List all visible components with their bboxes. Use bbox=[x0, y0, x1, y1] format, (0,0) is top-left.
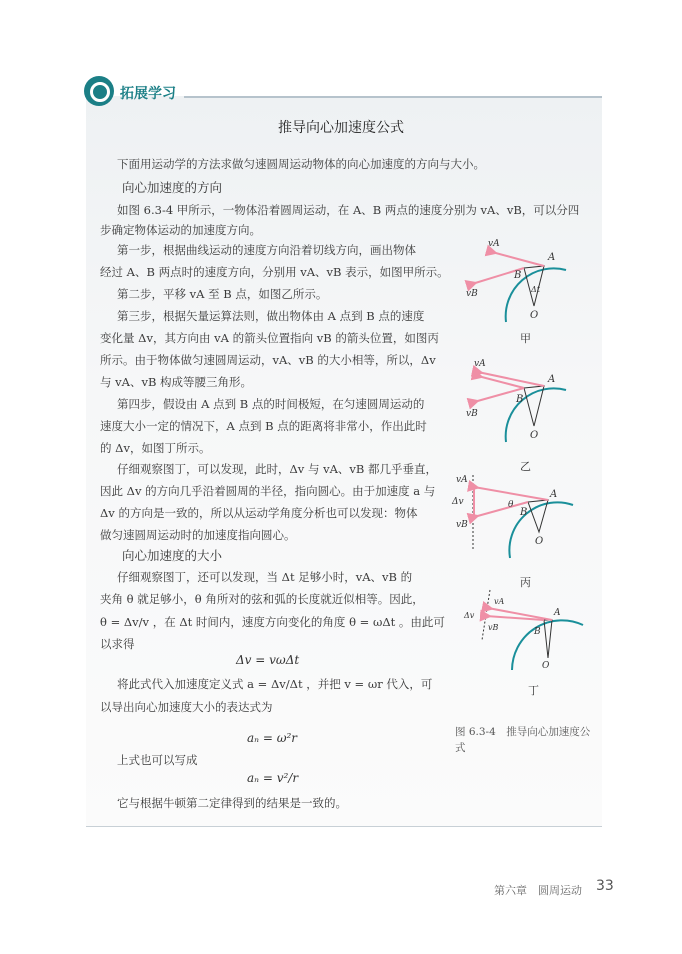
figure-jia bbox=[466, 239, 566, 322]
svg-text:B: B bbox=[514, 270, 522, 281]
figure-yi bbox=[466, 359, 566, 442]
text-line: 夹角 θ 就足够小，θ 角所对的弦和弧的长度就近似相等。因此， bbox=[100, 592, 424, 606]
svg-text:θ: θ bbox=[508, 500, 514, 510]
page-number: 33 bbox=[596, 878, 614, 894]
text-line: 如图 6.3-4 甲所示，一物体沿着圆周运动，在 A、B 两点的速度分别为 vA、vB，可以分四 bbox=[117, 203, 580, 217]
text-line: Δv 的方向是一致的，所以从运动学角度分析也可以发现：物体 bbox=[100, 506, 418, 520]
text-line: 的 Δv，如图丁所示。 bbox=[100, 441, 211, 455]
svg-text:vA: vA bbox=[494, 597, 505, 606]
text-line: 仔细观察图丁，还可以发现，当 Δt 足够小时，vA、vB 的 bbox=[117, 570, 413, 584]
svg-text:vA: vA bbox=[474, 359, 486, 369]
svg-text:vA: vA bbox=[456, 475, 468, 485]
svg-text:A: A bbox=[554, 608, 561, 618]
figure-diagrams bbox=[448, 230, 598, 697]
svg-text:A: A bbox=[550, 489, 558, 500]
text-line: θ = Δv/v ，在 Δt 时间内，速度方向变化的角度 θ = ωΔt 。由此可 bbox=[100, 615, 445, 629]
svg-text:Δt: Δt bbox=[531, 285, 540, 294]
text-line: 仔细观察图丁，可以发现，此时，Δv 与 vA、vB 都几乎垂直， bbox=[117, 462, 438, 476]
figure-caption: 图 6.3-4 推导向心加速度公式 bbox=[455, 726, 591, 754]
text-line: 与 vA、vB 构成等腰三角形。 bbox=[100, 375, 253, 389]
subheading: 向心加速度的大小 bbox=[122, 548, 223, 563]
text-line: 第一步，根据曲线运动的速度方向沿着切线方向，画出物体 bbox=[117, 243, 416, 257]
text-line: 第三步，根据矢量运算法则，做出物体由 A 点到 B 点的速度 bbox=[117, 309, 425, 323]
figure-label: 丙 bbox=[520, 576, 531, 589]
text-line: 因此 Δv 的方向几乎沿着圆周的半径，指向圆心。由于加速度 a 与 bbox=[100, 484, 436, 498]
text-line: 第四步，假设由 A 点到 B 点的时间极短，在匀速圆周运动的 bbox=[117, 397, 425, 411]
text-line: 做匀速圆周运动时的加速度指向圆心。 bbox=[100, 528, 296, 542]
text-line: 上式也可以写成 bbox=[117, 753, 198, 767]
chapter-footer: 第六章 圆周运动 bbox=[494, 884, 582, 897]
text-line: 第二步，平移 vA 至 B 点，如图乙所示。 bbox=[117, 287, 328, 301]
text-line: 经过 A、B 两点时的速度方向，分别用 vA、vB 表示，如图甲所示。 bbox=[100, 265, 449, 279]
svg-text:A: A bbox=[548, 252, 556, 263]
text-line: 以导出向心加速度大小的表达式为 bbox=[100, 700, 273, 714]
svg-text:vB: vB bbox=[466, 409, 478, 419]
globe-logo-icon bbox=[84, 76, 114, 106]
figure-bing bbox=[451, 475, 573, 558]
text-line: 下面用运动学的方法求做匀速圆周运动物体的向心加速度的方向与大小。 bbox=[117, 157, 485, 171]
figure-label: 丁 bbox=[528, 684, 539, 697]
text-line: 将此式代入加速度定义式 a = Δv/Δt ，并把 v = ωr 代入，可 bbox=[117, 677, 433, 691]
svg-text:vB: vB bbox=[456, 520, 468, 530]
panel-title: 推导向心加速度公式 bbox=[278, 120, 404, 136]
formula: aₙ = ω²r bbox=[247, 731, 298, 745]
svg-text:Δv: Δv bbox=[464, 611, 475, 620]
svg-text:A: A bbox=[548, 374, 556, 385]
svg-text:O: O bbox=[542, 661, 550, 671]
svg-text:Δv: Δv bbox=[452, 497, 464, 507]
svg-text:O: O bbox=[530, 430, 539, 441]
formula: aₙ = v²/r bbox=[247, 771, 299, 785]
svg-text:vB: vB bbox=[488, 623, 499, 632]
section-label: 拓展学习 bbox=[120, 86, 176, 102]
text-line: 以求得 bbox=[100, 637, 135, 651]
svg-text:vA: vA bbox=[488, 239, 500, 249]
figure-label: 乙 bbox=[520, 460, 531, 473]
svg-text:B: B bbox=[534, 627, 541, 637]
figure-label: 甲 bbox=[520, 332, 531, 345]
svg-text:O: O bbox=[535, 536, 544, 547]
svg-text:vB: vB bbox=[466, 289, 478, 299]
text-line: 所示。由于物体做匀速圆周运动，vA、vB 的大小相等，所以，Δv bbox=[100, 353, 436, 367]
text-line: 步确定物体运动的加速度方向。 bbox=[100, 223, 261, 237]
svg-text:O: O bbox=[530, 310, 539, 321]
figure-ding bbox=[463, 590, 583, 671]
header-rule bbox=[184, 96, 602, 98]
svg-text:B: B bbox=[520, 507, 528, 518]
svg-text:B: B bbox=[516, 394, 524, 405]
formula: Δv = vωΔt bbox=[236, 653, 300, 667]
text-line: 速度大小一定的情况下，A 点到 B 点的距离将非常小，作出此时 bbox=[100, 419, 427, 433]
text-line: 它与根据牛顿第二定律得到的结果是一致的。 bbox=[117, 796, 347, 810]
text-line: 变化量 Δv，其方向由 vA 的箭头位置指向 vB 的箭头位置，如图丙 bbox=[100, 331, 439, 345]
subheading: 向心加速度的方向 bbox=[122, 180, 223, 195]
